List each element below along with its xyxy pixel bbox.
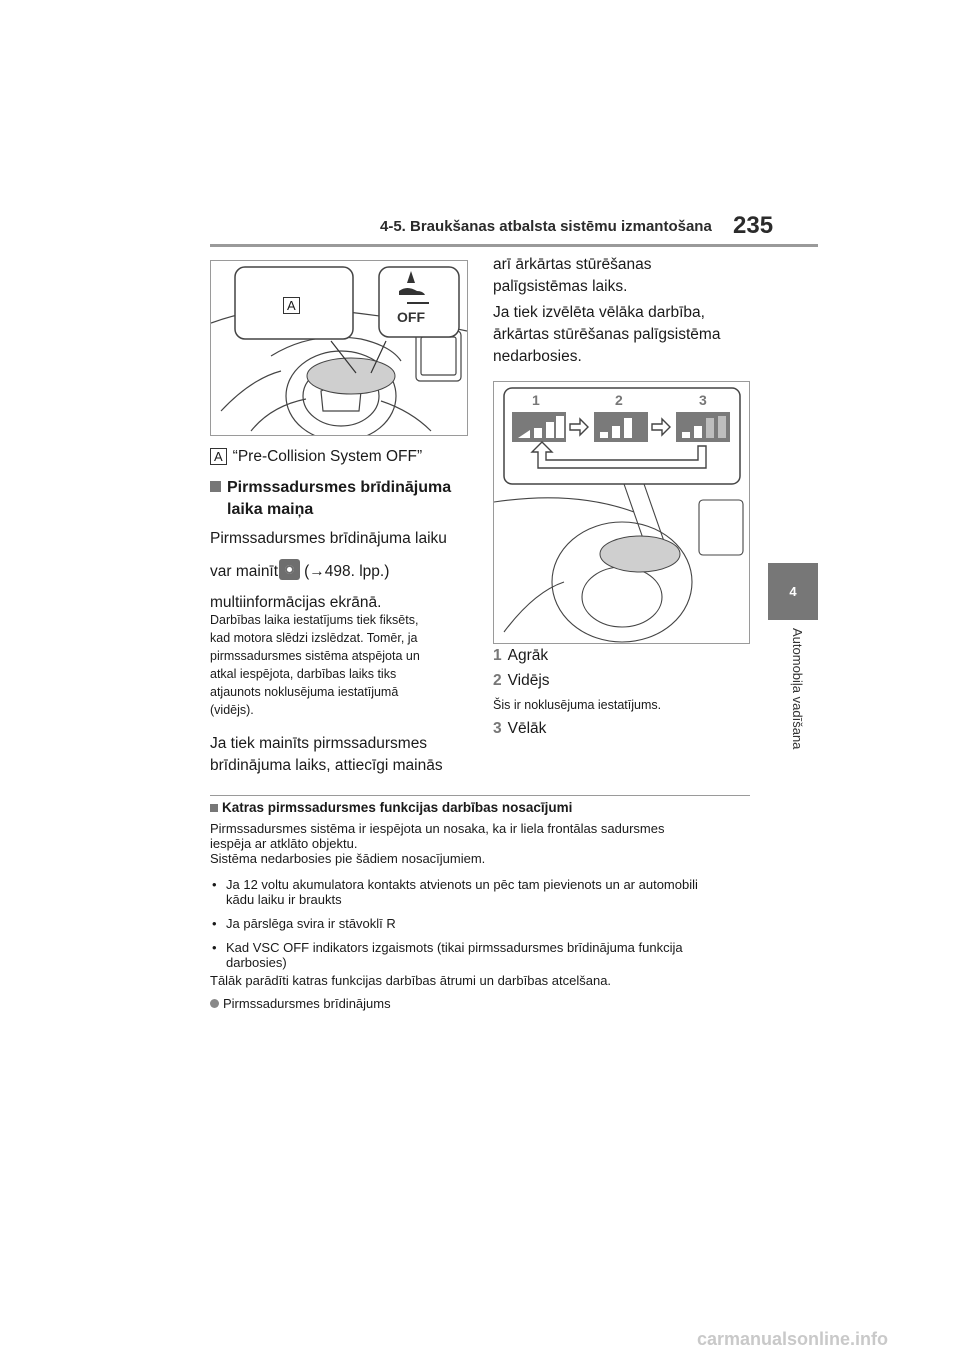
item-text: Vēlāk bbox=[507, 720, 547, 737]
right-paragraph-2 bbox=[493, 302, 763, 368]
bullet-item bbox=[212, 877, 757, 892]
circle-bullet-icon bbox=[210, 999, 219, 1008]
right-p1-line: arī ārkārtas stūrēšanas bbox=[493, 256, 652, 273]
item-number: 1 bbox=[493, 647, 502, 664]
right-paragraph-1 bbox=[493, 254, 763, 298]
figure-dashboard-off bbox=[210, 260, 468, 436]
right-p2-line: Ja tiek izvēlēta vēlāka darbība, bbox=[493, 304, 705, 321]
conditions-after: Tālāk parādīti katras funkcijas darbības ātrumi un darbības atcelšana. bbox=[210, 973, 612, 988]
caption-a-text: “Pre-Collision System OFF” bbox=[232, 448, 423, 465]
step-3-label: 3 bbox=[699, 392, 707, 408]
timing-heading-line1: Pirmssadursmes brīdinājuma bbox=[227, 479, 452, 496]
item-text: Vidējs bbox=[507, 672, 550, 689]
square-bullet-icon bbox=[210, 804, 218, 812]
list-item bbox=[493, 645, 763, 667]
bullet-line: darbosies) bbox=[226, 955, 287, 970]
note-line: pirmssadursmes sistēma atspējota un bbox=[210, 649, 420, 663]
figure-timing-settings bbox=[493, 381, 750, 644]
bullet-line: kādu laiku ir braukts bbox=[226, 892, 342, 907]
section-divider bbox=[210, 795, 750, 796]
item-text: Agrāk bbox=[507, 647, 549, 664]
bullet-line: Kad VSC OFF indikators izgaismots (tikai pirmssadursmes brīdinājuma funkcija bbox=[226, 940, 683, 955]
header-divider bbox=[210, 244, 818, 247]
caption-a bbox=[210, 446, 422, 468]
right-p2-line: ārkārtas stūrēšanas palīgsistēma bbox=[493, 326, 721, 343]
section-title: 4-5. Braukšanas atbalsta sistēmu izmantošana bbox=[380, 218, 712, 235]
conditions-heading-text: Katras pirmssadursmes funkcijas darbības nosacījumi bbox=[222, 800, 573, 815]
timing-paragraph-2 bbox=[210, 733, 470, 777]
chapter-tab bbox=[768, 563, 818, 620]
step-2-label: 2 bbox=[615, 392, 623, 408]
bullet-item bbox=[212, 940, 757, 955]
conditions-bullets bbox=[212, 877, 757, 970]
timing-p1-before-icon: var mainīt bbox=[210, 563, 279, 580]
off-text: OFF bbox=[397, 309, 425, 325]
intro-line: iespēja ar atklāto objektu. bbox=[210, 836, 358, 851]
page-number: 235 bbox=[733, 212, 774, 239]
note-line: Darbības laika iestatījums tiek fiksēts, bbox=[210, 613, 419, 627]
bullet-dot: • bbox=[212, 877, 217, 892]
list-item bbox=[493, 670, 763, 692]
note-line: (vidējs). bbox=[210, 703, 254, 717]
watermark: carmanualsonline.info bbox=[697, 1329, 889, 1349]
item-number: 2 bbox=[493, 672, 502, 689]
note-line: atkal iespējota, darbības laiks tiks bbox=[210, 667, 397, 681]
dashboard-illustration bbox=[211, 261, 467, 435]
item-number: 3 bbox=[493, 720, 502, 737]
p2-line: brīdinājuma laiks, attiecīgi mainās bbox=[210, 757, 443, 774]
timing-paragraph bbox=[210, 528, 470, 614]
intro-line: Pirmssadursmes sistēma ir iespējota un nosaka, ka ir liela frontālas sadursmes bbox=[210, 821, 665, 836]
timing-heading bbox=[210, 477, 451, 521]
timing-illustration bbox=[494, 382, 749, 643]
note-line: kad motora slēdzi izslēdzat. Tomēr, ja bbox=[210, 631, 418, 645]
circle-item-text: Pirmssadursmes brīdinājums bbox=[223, 996, 391, 1011]
callout-a-label: A bbox=[283, 297, 300, 314]
bullet-line: Ja 12 voltu akumulatora kontakts atvienots un pēc tam pievienots un ar automobili bbox=[226, 877, 698, 892]
note-line: atjaunots noklusējuma iestatījumā bbox=[210, 685, 399, 699]
default-note: Šis ir noklusējuma iestatījums. bbox=[493, 698, 662, 712]
conditions-heading bbox=[210, 800, 572, 815]
square-bullet-icon bbox=[210, 481, 221, 492]
bullet-dot: • bbox=[212, 916, 217, 931]
conditions-intro bbox=[210, 821, 755, 866]
right-p2-line: nedarbosies. bbox=[493, 348, 582, 365]
timing-small-note bbox=[210, 611, 470, 719]
bullet-dot: • bbox=[212, 940, 217, 955]
timing-options-list bbox=[493, 645, 763, 740]
caption-a-label: A bbox=[210, 448, 227, 465]
timing-heading-line2: laika maiņa bbox=[227, 501, 314, 518]
chapter-label: Automobiļa vadīšana bbox=[790, 628, 805, 750]
timing-p1-line3: multiinformācijas ekrānā. bbox=[210, 594, 382, 611]
timing-p1-after-icon: (→498. lpp.) bbox=[304, 563, 390, 580]
bullet-item bbox=[212, 916, 757, 931]
intro-line: Sistēma nedarbosies pie šādiem nosacījumiem. bbox=[210, 851, 486, 866]
settings-gear-icon bbox=[279, 559, 300, 580]
bullet-line: Ja pārslēga svira ir stāvoklī R bbox=[226, 916, 396, 931]
step-1-label: 1 bbox=[532, 392, 540, 408]
chapter-number: 4 bbox=[789, 584, 797, 599]
p2-line: Ja tiek mainīts pirmssadursmes bbox=[210, 735, 428, 752]
circle-item bbox=[210, 996, 391, 1011]
timing-p1-line1: Pirmssadursmes brīdinājuma laiku bbox=[210, 530, 447, 547]
right-p1-line: palīgsistēmas laiks. bbox=[493, 278, 628, 295]
list-item bbox=[493, 718, 763, 740]
